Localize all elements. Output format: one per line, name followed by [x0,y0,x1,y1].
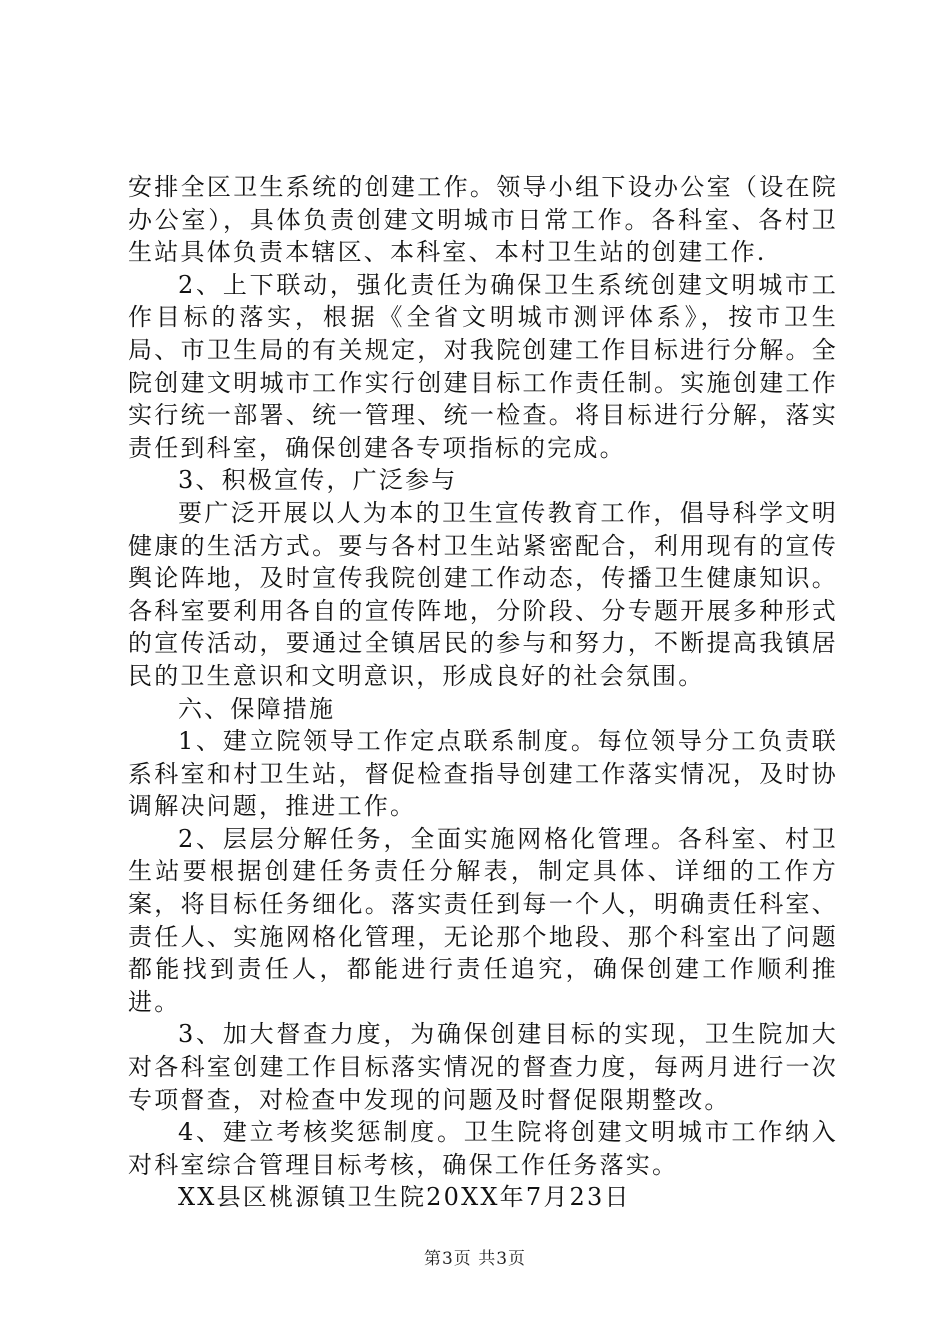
paragraph-measure-2: 2、层层分解任务，全面实施网格化管理。各科室、村卫生站要根据创建任务责任分解表，制定具体、详细的工作方案，将目标任务细化。落实责任到每一个人，明确责任科室、责任人、实施网格化管理，无论那个地段、那个科室出了问题都能找到责任人，都能进行责任追究，确保创建工作顺利推进。 [128,824,838,1016]
paragraph-item-3-heading: 3、积极宣传，广泛参与 [178,466,458,495]
paragraph-continuation: 安排全区卫生系统的创建工作。领导小组下设办公室（设在院办公室），具体负责创建文明城市日常工作。各科室、各村卫生站具体负责本辖区、本科室、本村卫生站的创建工作. [128,173,838,267]
paragraph-measure-3: 3、加大督查力度，为确保创建目标的实现，卫生院加大对各科室创建工作目标落实情况的督查力度，每两月进行一次专项督查，对检查中发现的问题及时督促限期整改。 [128,1020,838,1114]
paragraph-item-2-linkage: 2、上下联动，强化责任为确保卫生系统创建文明城市工作目标的落实，根据《全省文明城市测评体系》，按市卫生局、市卫生局的有关规定，对我院创建工作目标进行分解。全院创建文明城市工作实行创建目标工作责任制。实施创建工作实行统一部署、统一管理、统一检查。将目标进行分解，落实责任到科室，确保创建各专项指标的完成。 [128,270,838,462]
document-body [128,171,838,1214]
paragraph-publicity: 要广泛开展以人为本的卫生宣传教育工作，倡导科学文明健康的生活方式。要与各村卫生站紧密配合，利用现有的宣传舆论阵地，及时宣传我院创建工作动态，传播卫生健康知识。各科室要利用各自的宣传阵地，分阶段、分专题开展多种形式的宣传活动，要通过全镇居民的参与和努力，不断提高我镇居民的卫生意识和文明意识，形成良好的社会氛围。 [128,498,838,690]
page-footer [0,1244,950,1269]
signature-date-line: XX县区桃源镇卫生院20XX年7月23日 [178,1183,631,1212]
paragraph-measure-1: 1、建立院领导工作定点联系制度。每位领导分工负责联系科室和村卫生站，督促检查指导创建工作落实情况，及时协调解决问题，推进工作。 [128,727,838,821]
paragraph-measure-4: 4、建立考核奖惩制度。卫生院将创建文明城市工作纳入对科室综合管理目标考核，确保工作任务落实。 [128,1118,838,1179]
section-heading-safeguards: 六、保障措施 [178,694,336,723]
page-number-label: 第3页 共3页 [423,1249,527,1269]
